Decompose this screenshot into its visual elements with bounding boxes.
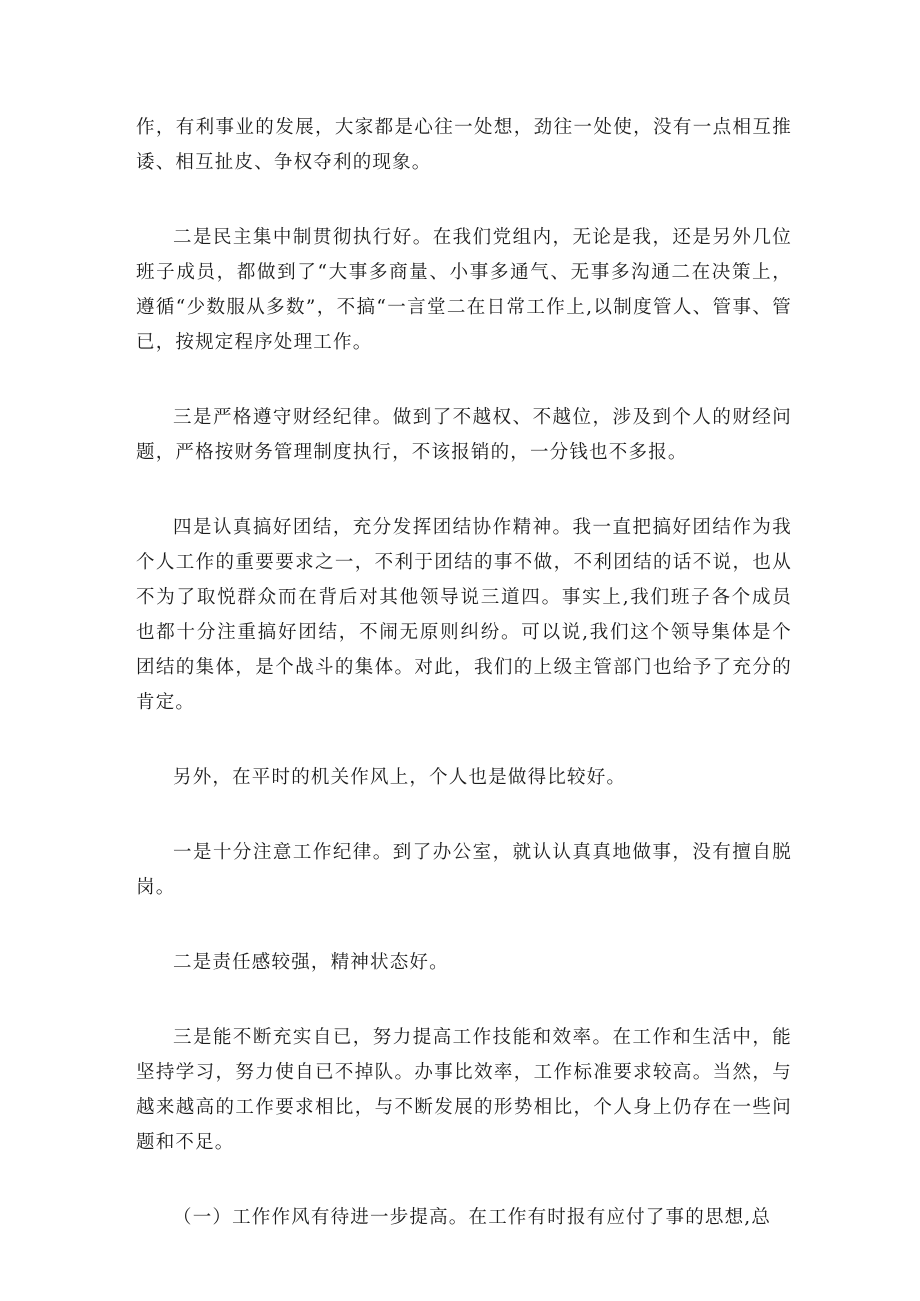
paragraph-8: 三是能不断充实自已，努力提高工作技能和效率。在工作和生活中，能坚持学习，努力使自已不掉队。办事比效率，工作标准要求较高。当然，与越来越高的工作要求相比，与不断发展的形势相比，个人身上仍存在一些问题和不足。 [136,1027,792,1153]
paragraph-7: 二是责任感较强，精神状态好。 [173,952,449,973]
paragraph-1: 作，有利事业的发展，大家都是心往一处想，劲往一处使，没有一点相互推诿、相互扯皮、争权夺利的现象。 [136,117,792,173]
paragraph-4: 四是认真搞好团结，充分发挥团结协作精神。我一直把搞好团结作为我个人工作的重要要求之一，不利于团结的事不做，不利团结的话不说，也从不为了取悦群众而在背后对其他领导说三道四。事实上,我们班子各个成员也都十分注重搞好团结，不闹无原则纠纷。可以说,我们这个领导集体是个团结的集体，是个战斗的集体。对此，我们的上级主管部门也给予了充分的肯定。 [136,517,792,713]
paragraph-5: 另外，在平时的机关作风上，个人也是做得比较好。 [173,767,627,788]
paragraph-3: 三是严格遵守财经纪律。做到了不越权、不越位，涉及到个人的财经问题，严格按财务管理制度执行，不该报销的，一分钱也不多报。 [136,407,792,463]
document-body [136,110,792,1275]
paragraph-6: 一是十分注意工作纪律。到了办公室，就认认真真地做事，没有擅自脱岗。 [136,842,792,898]
paragraph-9: （一）工作作风有待进一步提高。在工作有时报有应付了事的思想,总 [173,1207,772,1228]
paragraph-2: 二是民主集中制贯彻执行好。在我们党组内，无论是我，还是另外几位班子成员，都做到了“大事多商量、小事多通气、无事多沟通二在决策上，遵循“少数服从多数”，不搞“一言堂二在日常工作上,以制度管人、管事、管已，按规定程序处理工作。 [136,227,792,353]
